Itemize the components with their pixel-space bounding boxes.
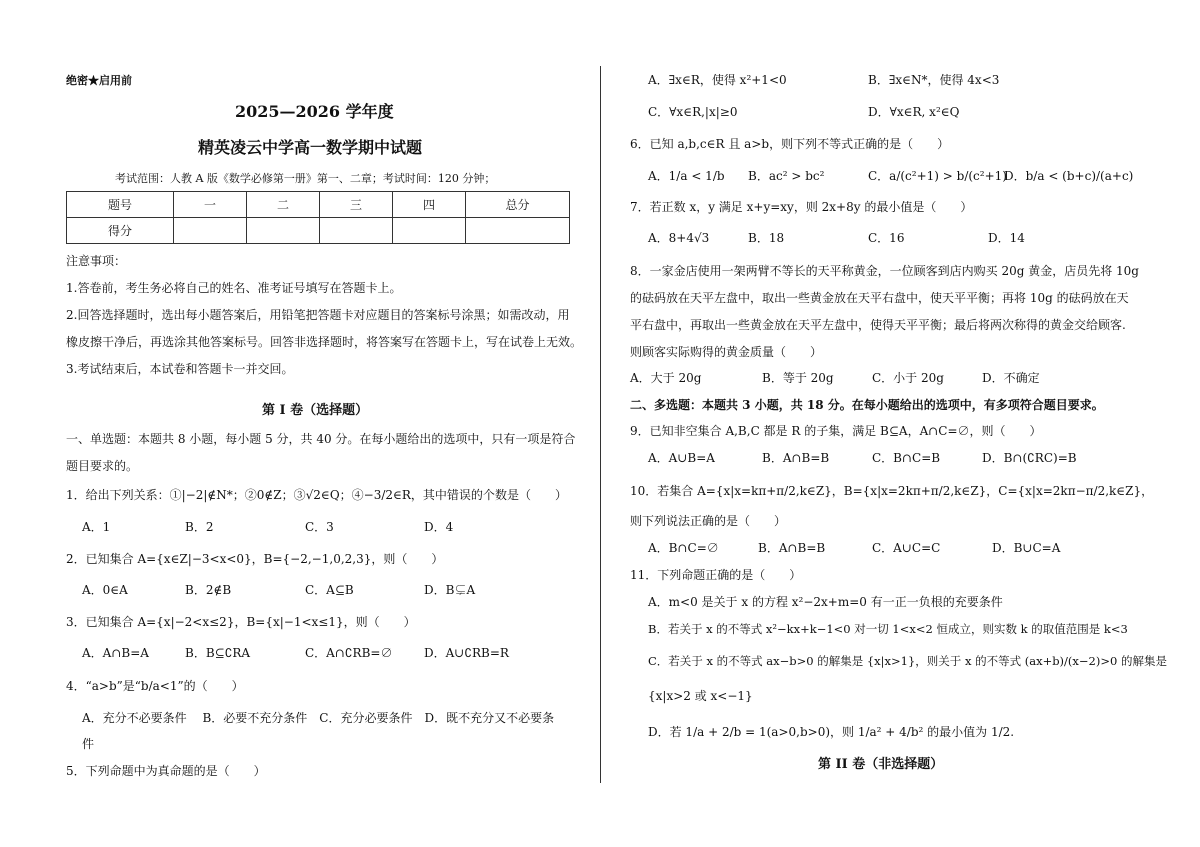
q9-option-c: C．B∩C=B xyxy=(872,451,941,465)
q8-stem-line-4: 则顾客实际购得的黄金质量（ ） xyxy=(630,345,823,359)
q3-option-d: D．A∪∁RB=R xyxy=(424,646,509,660)
q8-stem-line-2: 的砝码放在天平左盘中，取出一些黄金放在天平右盘中，使天平平衡；再将 10g 的砝码放在天 xyxy=(630,291,1129,305)
section-1-instructions-line-2: 题目要求的。 xyxy=(66,459,139,473)
q2-option-c: C．A⊆B xyxy=(305,583,354,597)
score-header-cell: 三 xyxy=(320,192,393,218)
q5-option-b: B．∃x∈N*，使得 4x<3 xyxy=(868,73,1000,87)
q8-option-b: B．等于 20g xyxy=(762,371,834,385)
q7-option-a: A．8+4√3 xyxy=(648,231,710,245)
note-3: 3.考试结束后，本试卷和答题卡一并交回。 xyxy=(66,362,294,376)
q10-stem: 10．若集合 A={x|x=kπ+π/2,k∈Z}，B={x|x=2kπ+π/2,k∈Z}，C={x|x=2kπ−π/2,k∈Z}， xyxy=(630,484,1154,498)
q4-stem: 4．“a>b”是“b/a<1”的（ ） xyxy=(66,679,244,693)
q5-option-c: C．∀x∈R,|x|≥0 xyxy=(648,105,738,119)
score-header-cell: 一 xyxy=(174,192,247,218)
q11-option-a: A．m<0 是关于 x 的方程 x²−2x+m=0 有一正一负根的充要条件 xyxy=(648,595,1003,609)
q1-option-c: C．3 xyxy=(305,520,334,534)
q9-option-a: A．A∪B=A xyxy=(648,451,715,465)
q9-stem: 9．已知非空集合 A,B,C 都是 R 的子集，满足 B⊆A，A∩C=∅，则（ ） xyxy=(630,424,1042,438)
q2-stem: 2．已知集合 A={x∈Z|−3<x<0}，B={−2,−1,0,2,3}，则（ ） xyxy=(66,552,444,566)
q10-option-b: B．A∩B=B xyxy=(758,541,826,555)
q2-option-a: A．0∈A xyxy=(82,583,128,597)
score-table-header-row xyxy=(67,192,570,218)
q2-option-d: D．B⊊A xyxy=(424,583,476,597)
q7-option-d: D．14 xyxy=(988,231,1025,245)
q9-option-b: B．A∩B=B xyxy=(762,451,830,465)
score-row-label: 得分 xyxy=(67,218,174,244)
q1-stem: 1．给出下列关系：①|−2|∉N*；②0∉Z；③√2∈Q；④−3/2∈R，其中错误的个数是（ ） xyxy=(66,488,567,502)
q8-option-d: D．不确定 xyxy=(982,371,1040,385)
q7-option-c: C．16 xyxy=(868,231,905,245)
score-header-cell: 题号 xyxy=(67,192,174,218)
score-header-cell: 总分 xyxy=(466,192,570,218)
q11-option-c: C．若关于 x 的不等式 ax−b>0 的解集是 {x|x>1}，则关于 x 的不等式 (ax+b)/(x−2)>0 的解集是 xyxy=(648,654,1167,668)
q10-sub: 则下列说法正确的是（ ） xyxy=(630,514,787,528)
q10-option-a: A．B∩C=∅ xyxy=(648,541,719,555)
section-2-instructions: 二、多选题：本题共 3 小题，共 18 分。在每小题给出的选项中，有多项符合题目要求。 xyxy=(630,398,1104,412)
q11-option-c-solution: {x|x>2 或 x<−1} xyxy=(648,689,753,703)
q10-option-c: C．A∪C=C xyxy=(872,541,941,555)
score-cell xyxy=(320,218,393,244)
q3-stem: 3．已知集合 A={x|−2<x≤2}，B={x|−1<x≤1}，则（ ） xyxy=(66,615,416,629)
note-2-line-2: 橡皮擦干净后，再选涂其他答案标号。回答非选择题时，将答案写在答题卡上，写在试卷上无效。 xyxy=(66,335,583,349)
section-1-title: 第 I 卷（选择题） xyxy=(262,403,369,418)
q4-options: A．充分不必要条件 B．必要不充分条件 C．充分必要条件 D．既不充分又不必要条 xyxy=(82,711,555,725)
score-cell xyxy=(466,218,570,244)
school-year: 2025—2026 学年度 xyxy=(235,102,394,121)
q8-stem-line-3: 平右盘中，再取出一些黄金放在天平左盘中，使得天平平衡；最后将两次称得的黄金交给顾客. xyxy=(630,318,1126,332)
exam-scope: 考试范围：人教 A 版《数学必修第一册》第一、二章；考试时间：120 分钟； xyxy=(115,172,496,185)
q3-option-a: A．A∩B=A xyxy=(82,646,149,660)
q1-option-a: A．1 xyxy=(82,520,111,534)
q11-option-b: B．若关于 x 的不等式 x²−kx+k−1<0 对一切 1<x<2 恒成立，则实数 k 的取值范围是 k<3 xyxy=(648,622,1128,636)
q11-stem: 11．下列命题正确的是（ ） xyxy=(630,568,802,582)
score-table-score-row xyxy=(67,218,570,244)
q10-option-d: D．B∪C=A xyxy=(992,541,1061,555)
q7-stem: 7．若正数 x，y 满足 x+y=xy，则 2x+8y 的最小值是（ ） xyxy=(630,200,973,214)
q6-option-c: C．a/(c²+1) > b/(c²+1) xyxy=(868,169,1007,183)
note-1: 1.答卷前，考生务必将自己的姓名、准考证号填写在答题卡上。 xyxy=(66,281,402,295)
q3-option-c: C．A∩∁RB=∅ xyxy=(305,646,393,660)
q7-option-b: B．18 xyxy=(748,231,785,245)
q11-option-d: D．若 1/a + 2/b = 1(a>0,b>0)，则 1/a² + 4/b² 的最小值为 1/2. xyxy=(648,725,1015,739)
score-header-cell: 四 xyxy=(393,192,466,218)
q3-option-b: B．B⊆∁RA xyxy=(185,646,251,660)
q9-option-d: D．B∩(∁RC)=B xyxy=(982,451,1077,465)
q1-option-d: D．4 xyxy=(424,520,454,534)
q6-option-b: B．ac² > bc² xyxy=(748,169,825,183)
exam-title: 精英凌云中学高一数学期中试题 xyxy=(198,138,423,157)
column-divider xyxy=(600,66,601,783)
q2-option-b: B．2∉B xyxy=(185,583,232,597)
q1-option-b: B．2 xyxy=(185,520,214,534)
q5-option-d: D．∀x∈R, x²∈Q xyxy=(868,105,960,119)
q8-stem-line-1: 8．一家金店使用一架两臂不等长的天平称黄金，一位顾客到店内购买 20g 黄金，店员先将 10g xyxy=(630,264,1139,278)
score-cell xyxy=(247,218,320,244)
score-table xyxy=(66,191,570,244)
secret-label: 绝密★启用前 xyxy=(66,74,132,87)
q8-option-c: C．小于 20g xyxy=(872,371,944,385)
score-cell xyxy=(393,218,466,244)
q8-option-a: A．大于 20g xyxy=(630,371,702,385)
q6-option-a: A．1/a < 1/b xyxy=(648,169,725,183)
section-3-title: 第 II 卷（非选择题） xyxy=(818,757,944,772)
q4-options-wrap: 件 xyxy=(82,737,95,751)
note-2-line-1: 2.回答选择题时，选出每小题答案后，用铅笔把答题卡对应题目的答案标号涂黑；如需改动，用 xyxy=(66,308,570,322)
score-header-cell: 二 xyxy=(247,192,320,218)
score-cell xyxy=(174,218,247,244)
q5-option-a: A．∃x∈R，使得 x²+1<0 xyxy=(648,73,787,87)
notes-title: 注意事项： xyxy=(66,254,127,268)
q5-stem: 5．下列命题中为真命题的是（ ） xyxy=(66,764,266,778)
section-1-instructions-line-1: 一、单选题：本题共 8 小题，每小题 5 分，共 40 分。在每小题给出的选项中，只有一项是符合 xyxy=(66,432,576,446)
q6-stem: 6．已知 a,b,c∈R 且 a>b，则下列不等式正确的是（ ） xyxy=(630,137,950,151)
q6-option-d: D．b/a < (b+c)/(a+c) xyxy=(1004,169,1134,183)
